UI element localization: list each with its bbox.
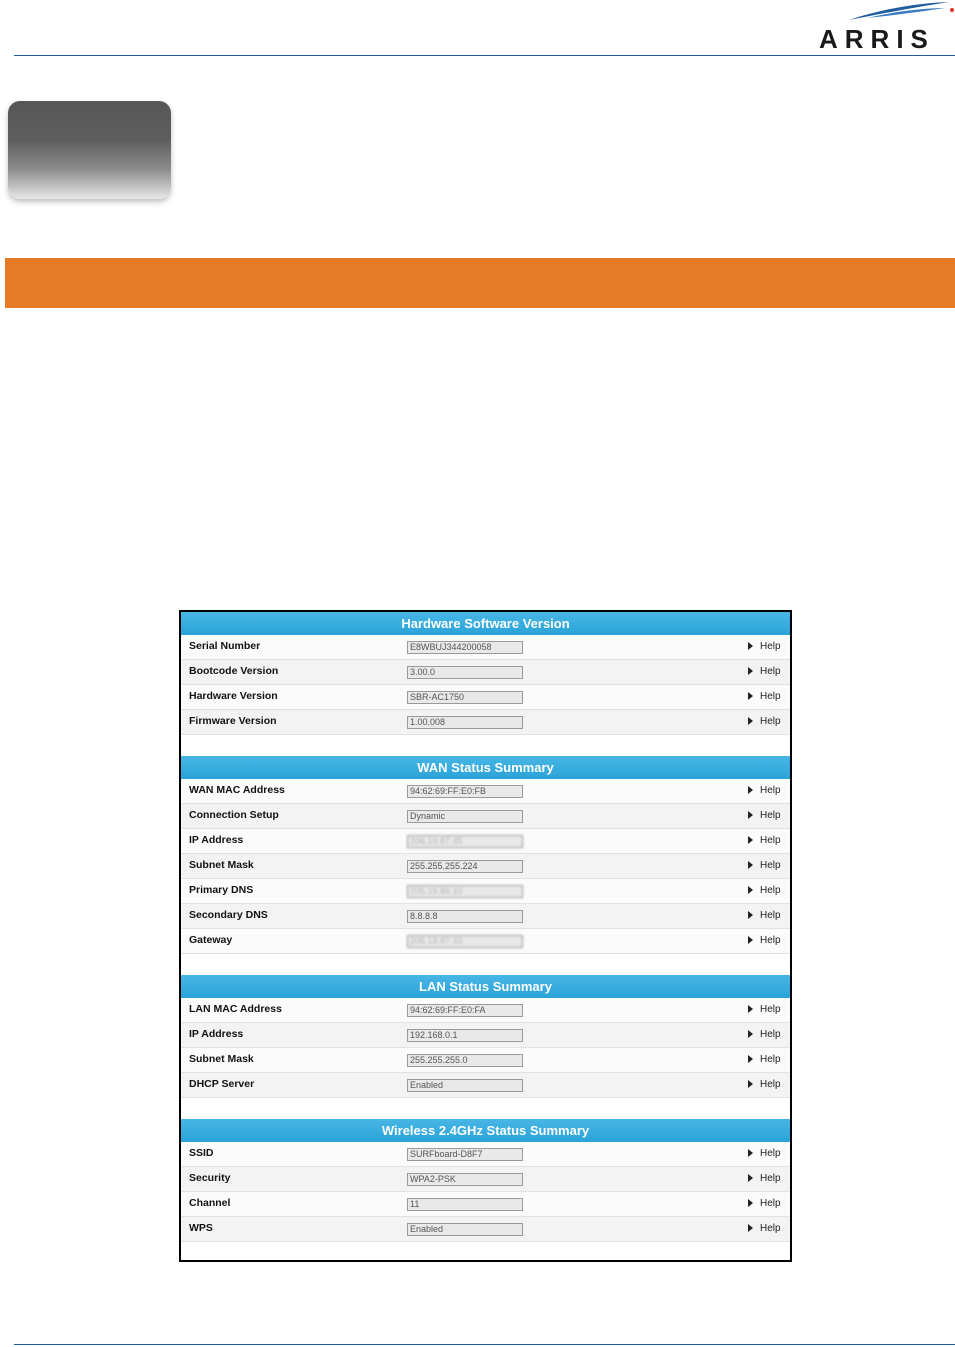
status-row xyxy=(181,1167,790,1192)
header-rule xyxy=(14,55,955,56)
help-label: Help xyxy=(760,666,781,677)
play-arrow-icon xyxy=(748,667,753,675)
play-arrow-icon xyxy=(748,886,753,894)
play-arrow-icon xyxy=(748,692,753,700)
play-arrow-icon xyxy=(748,1199,753,1207)
status-row xyxy=(181,804,790,829)
help-label: Help xyxy=(760,1148,781,1159)
help-link[interactable] xyxy=(748,885,781,896)
row-value-field: Dynamic xyxy=(407,810,523,823)
row-value-field: 11 xyxy=(407,1198,523,1211)
help-link[interactable] xyxy=(748,935,781,946)
status-row xyxy=(181,854,790,879)
help-link[interactable] xyxy=(748,810,781,821)
status-row xyxy=(181,1073,790,1098)
section-spacer xyxy=(181,735,790,756)
section-spacer xyxy=(181,1098,790,1119)
row-value-field: 94:62:69:FF:E0:FA xyxy=(407,1004,523,1017)
help-link[interactable] xyxy=(748,910,781,921)
row-value-field: 3.00.0 xyxy=(407,666,523,679)
play-arrow-icon xyxy=(748,1055,753,1063)
section-header: WAN Status Summary xyxy=(181,756,790,779)
help-link[interactable] xyxy=(748,1198,781,1209)
status-row xyxy=(181,904,790,929)
play-arrow-icon xyxy=(748,1174,753,1182)
status-row xyxy=(181,1217,790,1242)
play-arrow-icon xyxy=(748,1030,753,1038)
status-row xyxy=(181,998,790,1023)
help-link[interactable] xyxy=(748,641,781,652)
section-spacer xyxy=(181,1242,790,1262)
row-value-field: WPA2-PSK xyxy=(407,1173,523,1186)
row-label: Firmware Version xyxy=(189,715,277,727)
status-row xyxy=(181,685,790,710)
row-value-field: SBR-AC1750 xyxy=(407,691,523,704)
play-arrow-icon xyxy=(748,1224,753,1232)
play-arrow-icon xyxy=(748,717,753,725)
row-label: Secondary DNS xyxy=(189,909,268,921)
section-banner xyxy=(5,258,955,308)
row-label: Security xyxy=(189,1172,231,1184)
row-value-field: 192.168.0.1 xyxy=(407,1029,523,1042)
row-label: Subnet Mask xyxy=(189,859,254,871)
help-label: Help xyxy=(760,1198,781,1209)
arris-logo xyxy=(815,0,955,52)
row-label: Serial Number xyxy=(189,640,261,652)
status-row xyxy=(181,1142,790,1167)
row-label: LAN MAC Address xyxy=(189,1003,282,1015)
row-label: Gateway xyxy=(189,934,233,946)
section-header: Wireless 2.4GHz Status Summary xyxy=(181,1119,790,1142)
row-value-field: 1.00.008 xyxy=(407,716,523,729)
section-header: Hardware Software Version xyxy=(181,612,790,635)
section-header: LAN Status Summary xyxy=(181,975,790,998)
row-value-field: 255.255.255.0 xyxy=(407,1054,523,1067)
status-row xyxy=(181,1023,790,1048)
help-link[interactable] xyxy=(748,1029,781,1040)
play-arrow-icon xyxy=(748,1149,753,1157)
row-value-field: SURFboard-D8F7 xyxy=(407,1148,523,1161)
help-label: Help xyxy=(760,691,781,702)
row-value-field: 206.19.87.45 xyxy=(407,835,523,848)
help-link[interactable] xyxy=(748,860,781,871)
section-rows xyxy=(181,1142,790,1242)
row-value-field: Enabled xyxy=(407,1079,523,1092)
status-row xyxy=(181,660,790,685)
play-arrow-icon xyxy=(748,911,753,919)
row-value-field: 255.255.255.224 xyxy=(407,860,523,873)
row-value-field: 8.8.8.8 xyxy=(407,910,523,923)
status-row xyxy=(181,779,790,804)
play-arrow-icon xyxy=(748,642,753,650)
row-label: WPS xyxy=(189,1222,213,1234)
row-value-field: 206.19.87.33 xyxy=(407,935,523,948)
play-arrow-icon xyxy=(748,1080,753,1088)
section-spacer xyxy=(181,954,790,975)
help-link[interactable] xyxy=(748,1054,781,1065)
row-label: DHCP Server xyxy=(189,1078,255,1090)
play-arrow-icon xyxy=(748,786,753,794)
row-label: IP Address xyxy=(189,1028,244,1040)
status-row xyxy=(181,929,790,954)
status-row xyxy=(181,1048,790,1073)
help-label: Help xyxy=(760,1054,781,1065)
status-row xyxy=(181,635,790,660)
row-value-field: 94:62:69:FF:E0:FB xyxy=(407,785,523,798)
row-label: Bootcode Version xyxy=(189,665,279,677)
footer-rule xyxy=(14,1344,955,1345)
play-arrow-icon xyxy=(748,936,753,944)
help-label: Help xyxy=(760,716,781,727)
help-label: Help xyxy=(760,1029,781,1040)
row-value-field: Enabled xyxy=(407,1223,523,1236)
help-label: Help xyxy=(760,885,781,896)
help-label: Help xyxy=(760,641,781,652)
row-value-field: E8WBUJ344200058 xyxy=(407,641,523,654)
help-label: Help xyxy=(760,810,781,821)
row-label: IP Address xyxy=(189,834,244,846)
help-label: Help xyxy=(760,1079,781,1090)
row-label: Primary DNS xyxy=(189,884,254,896)
row-label: Channel xyxy=(189,1197,231,1209)
status-row xyxy=(181,1192,790,1217)
help-label: Help xyxy=(760,910,781,921)
help-label: Help xyxy=(760,835,781,846)
logo-text: ARRIS xyxy=(819,24,935,54)
help-label: Help xyxy=(760,1173,781,1184)
status-panel xyxy=(179,610,792,1262)
chapter-tab xyxy=(8,101,171,199)
row-label: SSID xyxy=(189,1147,214,1159)
section-rows xyxy=(181,779,790,954)
row-label: WAN MAC Address xyxy=(189,784,285,796)
section-rows xyxy=(181,635,790,735)
play-arrow-icon xyxy=(748,836,753,844)
section-rows xyxy=(181,998,790,1098)
help-label: Help xyxy=(760,935,781,946)
help-label: Help xyxy=(760,1004,781,1015)
play-arrow-icon xyxy=(748,811,753,819)
help-link[interactable] xyxy=(748,1148,781,1159)
row-value-field: 206.19.86.10 xyxy=(407,885,523,898)
help-link[interactable] xyxy=(748,785,781,796)
help-link[interactable] xyxy=(748,835,781,846)
help-link[interactable] xyxy=(748,1223,781,1234)
row-label: Connection Setup xyxy=(189,809,279,821)
help-label: Help xyxy=(760,860,781,871)
play-arrow-icon xyxy=(748,1005,753,1013)
play-arrow-icon xyxy=(748,861,753,869)
help-label: Help xyxy=(760,1223,781,1234)
help-link[interactable] xyxy=(748,1004,781,1015)
help-link[interactable] xyxy=(748,691,781,702)
row-label: Hardware Version xyxy=(189,690,278,702)
status-row xyxy=(181,879,790,904)
status-row xyxy=(181,710,790,735)
help-link[interactable] xyxy=(748,666,781,677)
help-link[interactable] xyxy=(748,1173,781,1184)
help-label: Help xyxy=(760,785,781,796)
help-link[interactable] xyxy=(748,1079,781,1090)
logo-swoosh-icon xyxy=(845,0,955,22)
help-link[interactable] xyxy=(748,716,781,727)
status-row xyxy=(181,829,790,854)
row-label: Subnet Mask xyxy=(189,1053,254,1065)
